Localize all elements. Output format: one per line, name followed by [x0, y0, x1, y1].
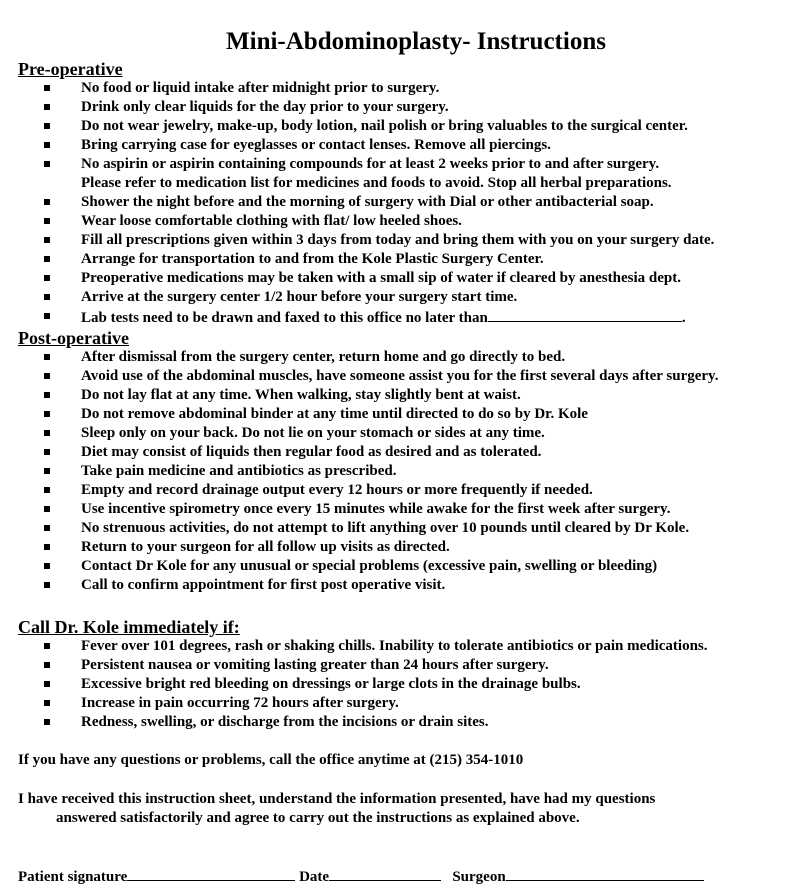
bullet-icon — [44, 538, 54, 557]
bullet-icon — [44, 367, 54, 386]
lab-period: . — [681, 310, 686, 326]
list-item: Arrive at the surgery center 1/2 hour before your surgery start time. — [0, 288, 800, 307]
list-item: Fill all prescriptions given within 3 days from today and bring them with you on your surgery date. — [0, 231, 800, 250]
list-item: Preoperative medications may be taken with a small sip of water if cleared by anesthesia dept. — [0, 269, 800, 288]
document-title: Mini-Abdominoplasty- Instructions — [226, 28, 606, 55]
bullet-icon — [44, 136, 54, 155]
bullet-icon — [44, 481, 54, 500]
surgeon-signature-field[interactable] — [506, 866, 704, 881]
signature-row — [18, 866, 704, 887]
lab-tests-text: Lab tests need to be drawn and faxed to this office no later than — [81, 310, 488, 326]
surgeon-label: Surgeon — [452, 869, 506, 885]
bullet-icon — [44, 288, 54, 307]
list-item: Take pain medicine and antibiotics as prescribed. — [0, 462, 800, 481]
list-item: Bring carrying case for eyeglasses or contact lenses. Remove all piercings. — [0, 136, 800, 155]
list-item: Shower the night before and the morning of surgery with Dial or other antibacterial soap. — [0, 193, 800, 212]
bullet-icon — [44, 405, 54, 424]
list-item: Do not wear jewelry, make-up, body lotion, nail polish or bring valuables to the surgical center. — [0, 117, 800, 136]
bullet-icon — [44, 424, 54, 443]
list-item: No strenuous activities, do not attempt to lift anything over 10 pounds until cleared by Dr Kole. — [0, 519, 800, 538]
acknowledgement-line-2: answered satisfactorily and agree to carry out the instructions as explained above. — [56, 810, 580, 826]
list-item: Sleep only on your back. Do not lie on your stomach or sides at any time. — [0, 424, 800, 443]
list-item: Arrange for transportation to and from the Kole Plastic Surgery Center. — [0, 250, 800, 269]
bullet-icon — [44, 694, 54, 713]
postoperative-heading: Post-operative — [18, 328, 129, 348]
list-item: Redness, swelling, or discharge from the incisions or drain sites. — [0, 713, 800, 732]
bullet-icon — [44, 557, 54, 576]
list-item: Return to your surgeon for all follow up visits as directed. — [0, 538, 800, 557]
list-item: Persistent nausea or vomiting lasting greater than 24 hours after surgery. — [0, 656, 800, 675]
bullet-icon — [44, 500, 54, 519]
bullet-icon — [44, 656, 54, 675]
preoperative-heading: Pre-operative — [18, 59, 123, 79]
bullet-icon — [44, 250, 54, 269]
list-item: Call to confirm appointment for first post operative visit. — [0, 576, 800, 595]
bullet-icon — [44, 637, 54, 656]
list-item: Contact Dr Kole for any unusual or special problems (excessive pain, swelling or bleeding) — [0, 557, 800, 576]
list-item: Drink only clear liquids for the day prior to your surgery. — [0, 98, 800, 117]
list-item: Do not remove abdominal binder at any time until directed to do so by Dr. Kole — [0, 405, 800, 424]
acknowledgement-text — [18, 790, 655, 828]
list-item — [0, 307, 800, 326]
bullet-icon — [44, 155, 54, 174]
date-label: Date — [299, 869, 330, 885]
bullet-icon — [44, 348, 54, 367]
list-item: Do not lay flat at any time. When walking, stay slightly bent at waist. — [0, 386, 800, 405]
bullet-icon — [44, 443, 54, 462]
patient-signature-field[interactable] — [127, 866, 295, 881]
bullet-icon — [44, 576, 54, 595]
preoperative-list — [0, 79, 800, 326]
bullet-icon — [44, 675, 54, 694]
bullet-icon — [44, 386, 54, 405]
list-item: Increase in pain occurring 72 hours after surgery. — [0, 694, 800, 713]
bullet-icon — [44, 117, 54, 136]
list-item: Fever over 101 degrees, rash or shaking chills. Inability to tolerate antibiotics or pain medications. — [0, 637, 800, 656]
list-item: No food or liquid intake after midnight prior to surgery. — [0, 79, 800, 98]
list-item: Diet may consist of liquids then regular food as desired and as tolerated. — [0, 443, 800, 462]
questions-contact-text: If you have any questions or problems, call the office anytime at (215) 354-1010 — [18, 752, 524, 768]
list-item: Excessive bright red bleeding on dressings or large clots in the drainage bulbs. — [0, 675, 800, 694]
list-item: Wear loose comfortable clothing with flat/ low heeled shoes. — [0, 212, 800, 231]
postoperative-list — [0, 348, 800, 595]
bullet-icon — [44, 713, 54, 732]
bullet-icon — [44, 462, 54, 481]
bullet-icon — [44, 98, 54, 117]
bullet-icon — [44, 79, 54, 98]
list-item: After dismissal from the surgery center, return home and go directly to bed. — [0, 348, 800, 367]
acknowledgement-line-1: I have received this instruction sheet, understand the information presented, have had my questions — [18, 791, 656, 807]
bullet-icon — [44, 307, 54, 326]
patient-signature-label: Patient signature — [18, 869, 128, 885]
bullet-icon — [44, 212, 54, 231]
bullet-icon — [44, 269, 54, 288]
lab-date-blank[interactable] — [488, 307, 682, 322]
call-immediately-list — [0, 637, 800, 732]
call-immediately-heading: Call Dr. Kole immediately if: — [18, 617, 240, 637]
list-item: Empty and record drainage output every 12 hours or more frequently if needed. — [0, 481, 800, 500]
list-item: Avoid use of the abdominal muscles, have someone assist you for the first several days after surgery. — [0, 367, 800, 386]
list-item: Use incentive spirometry once every 15 minutes while awake for the first week after surgery. — [0, 500, 800, 519]
bullet-icon — [44, 519, 54, 538]
date-field[interactable] — [329, 866, 441, 881]
bullet-icon — [44, 231, 54, 250]
list-item: No aspirin or aspirin containing compounds for at least 2 weeks prior to and after surgery. Please refer to medication list for medicines and foods to avoid. Stop all herbal preparations. — [0, 155, 800, 193]
bullet-icon — [44, 193, 54, 212]
